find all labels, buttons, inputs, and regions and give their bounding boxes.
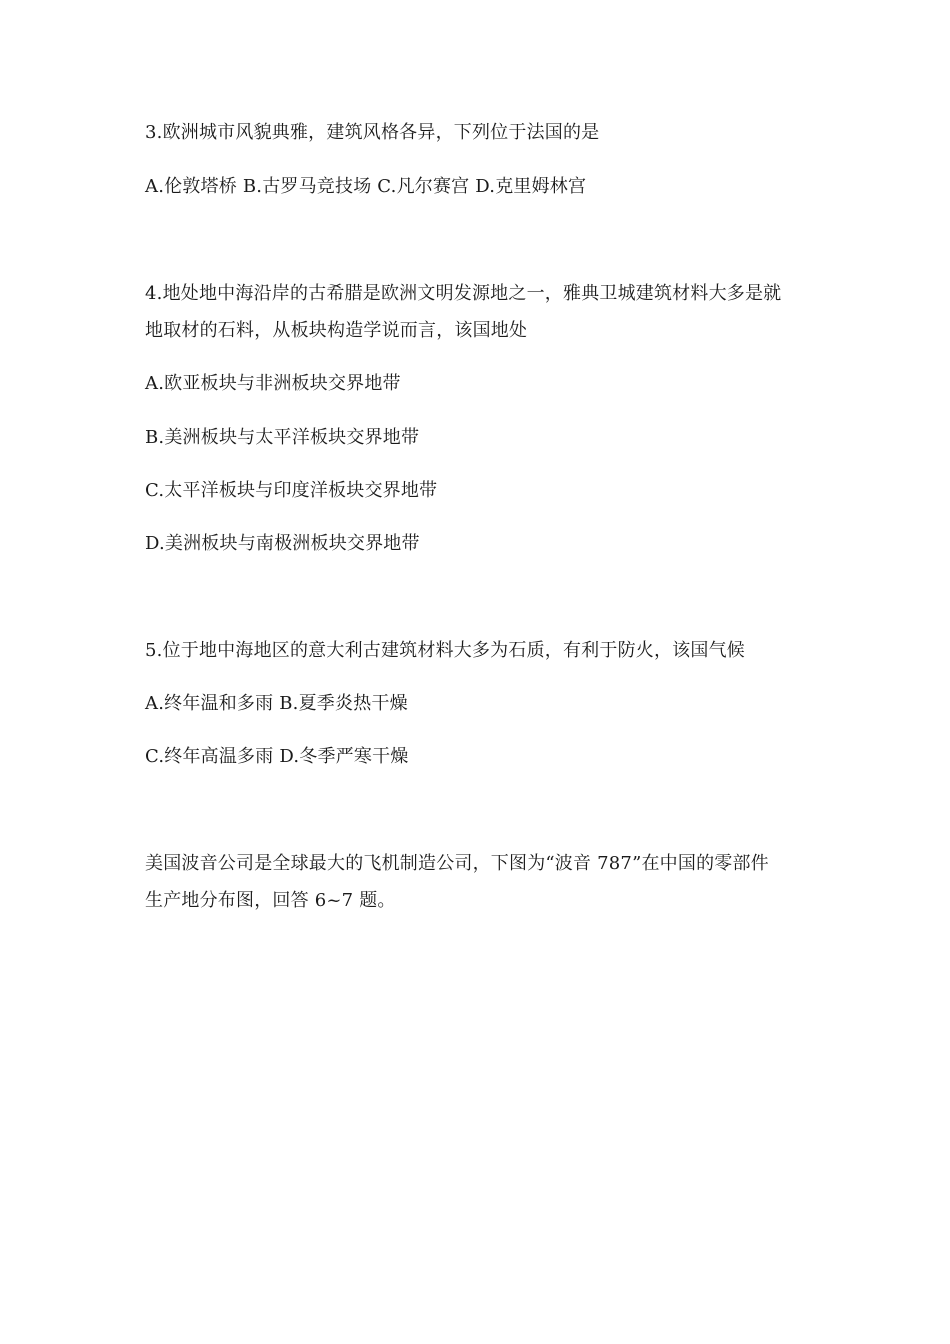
q4-stem-line2: 地取材的石料，从板块构造学说而言，该国地处 xyxy=(145,320,528,341)
q4-stem-line1: 4.地处地中海沿岸的古希腊是欧洲文明发源地之一，雅典卫城建筑材料大多是就 xyxy=(145,283,782,304)
q3-stem: 3.欧洲城市风貌典雅，建筑风格各异，下列位于法国的是 xyxy=(145,122,600,143)
q3-options: A.伦敦塔桥 B.古罗马竞技场 C.凡尔赛宫 D.克里姆林宫 xyxy=(145,176,587,197)
q4-option-c: C.太平洋板块与印度洋板块交界地带 xyxy=(145,480,438,501)
q5-options-line1: A.终年温和多雨 B.夏季炎热干燥 xyxy=(145,693,408,714)
intro-line1: 美国波音公司是全球最大的飞机制造公司，下图为“波音 787”在中国的零部件 xyxy=(145,853,769,874)
intro-line2: 生产地分布图，回答 6~7 题。 xyxy=(145,890,396,911)
q4-option-a: A.欧亚板块与非洲板块交界地带 xyxy=(145,373,401,394)
q4-option-d: D.美洲板块与南极洲板块交界地带 xyxy=(145,533,420,554)
q5-options-line2: C.终年高温多雨 D.冬季严寒干燥 xyxy=(145,746,409,767)
q5-stem: 5.位于地中海地区的意大利古建筑材料大多为石质，有利于防火，该国气候 xyxy=(145,640,745,661)
q4-option-b: B.美洲板块与太平洋板块交界地带 xyxy=(145,427,420,448)
